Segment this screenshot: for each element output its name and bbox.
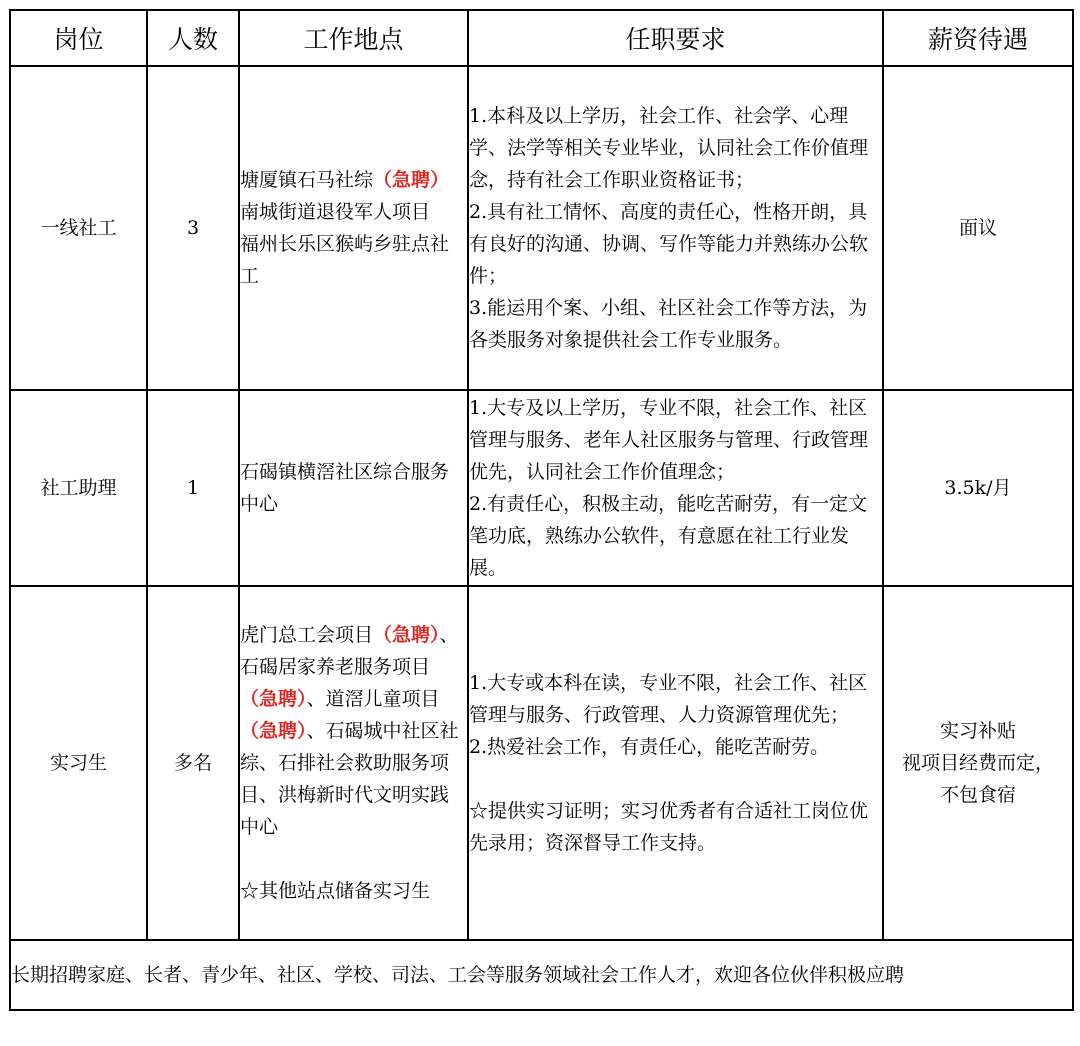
position-cell: 实习生 (10, 586, 147, 940)
location-line: 南城街道退役军人项目 (240, 201, 431, 223)
requirements-cell (468, 586, 883, 940)
recruitment-table (9, 9, 1074, 1011)
location-line: 福州长乐区猴屿乡驻点社工 (240, 233, 450, 287)
requirement-item: 2.具有社工情怀、高度的责任心，性格开朗，具有良好的沟通、协调、写作等能力并熟练办公软件； (469, 201, 869, 287)
header-position: 岗位 (10, 10, 147, 66)
salary-cell: 面议 (883, 66, 1073, 390)
salary-line: 不包食宿 (939, 784, 1016, 806)
requirements-cell (468, 390, 883, 586)
header-requirements: 任职要求 (468, 10, 883, 66)
location-paragraph (240, 619, 467, 843)
requirements-cell (468, 66, 883, 390)
urgent-badge: （急聘） (240, 688, 307, 710)
salary-line: 实习补贴 (939, 720, 1016, 742)
location-line (240, 164, 467, 196)
salary-cell: 3.5k/月 (883, 390, 1073, 586)
location-text: 、石碣城中社区社综、石排社会救助服务项目、洪梅新时代文明实践中心 (240, 720, 459, 838)
spacer (469, 763, 882, 795)
salary-cell (883, 586, 1073, 940)
requirement-item: 2.热爱社会工作，有责任心，能吃苦耐劳。 (469, 736, 830, 758)
table-row (10, 390, 1073, 586)
location-cell (239, 66, 468, 390)
spacer (240, 843, 467, 875)
location-cell (239, 586, 468, 940)
location-text: 塘厦镇石马社综 (240, 169, 374, 191)
requirement-item: 2.有责任心，积极主动，能吃苦耐劳，有一定文笔功底，熟练办公软件，有意愿在社工行业发展。 (469, 493, 868, 579)
location-text: 、道滘儿童项目 (306, 688, 440, 710)
location-cell (239, 390, 468, 586)
requirement-item: 1.大专或本科在读，专业不限，社会工作、社区管理与服务、行政管理、人力资源管理优先； (469, 672, 868, 726)
urgent-badge: （急聘） (373, 169, 450, 191)
requirement-note: ☆提供实习证明；实习优秀者有合适社工岗位优先录用；资深督导工作支持。 (469, 800, 869, 854)
footer-row (10, 940, 1073, 1010)
table-row (10, 586, 1073, 940)
table-row (10, 66, 1073, 390)
header-salary: 薪资待遇 (883, 10, 1073, 66)
requirement-item: 1.大专及以上学历，专业不限，社会工作、社区管理与服务、老年人社区服务与管理、行政管理优先，认同社会工作价值理念； (469, 397, 869, 483)
footer-note: 长期招聘家庭、长者、青少年、社区、学校、司法、工会等服务领域社会工作人才，欢迎各位伙伴积极应聘 (10, 940, 1073, 1010)
urgent-badge: （急聘） (240, 720, 307, 742)
location-note: ☆其他站点储备实习生 (240, 880, 431, 902)
location-text: 、石碣居家养老服务项目 (240, 624, 459, 678)
requirement-item: 3.能运用个案、小组、社区社会工作等方法，为各类服务对象提供社会工作专业服务。 (469, 297, 868, 351)
location-line: 石碣镇横滘社区综合服务中心 (240, 461, 450, 515)
header-count: 人数 (147, 10, 239, 66)
count-cell: 1 (147, 390, 239, 586)
position-cell: 一线社工 (10, 66, 147, 390)
count-cell: 多名 (147, 586, 239, 940)
table-header-row (10, 10, 1073, 66)
urgent-badge: （急聘） (373, 624, 440, 646)
count-cell: 3 (147, 66, 239, 390)
header-location: 工作地点 (239, 10, 468, 66)
position-cell: 社工助理 (10, 390, 147, 586)
salary-line: 视项目经费而定， (901, 752, 1054, 774)
location-text: 虎门总工会项目 (240, 624, 374, 646)
requirement-item: 1.本科及以上学历，社会工作、社会学、心理学、法学等相关专业毕业，认同社会工作价值理念，持有社会工作职业资格证书； (469, 105, 869, 191)
